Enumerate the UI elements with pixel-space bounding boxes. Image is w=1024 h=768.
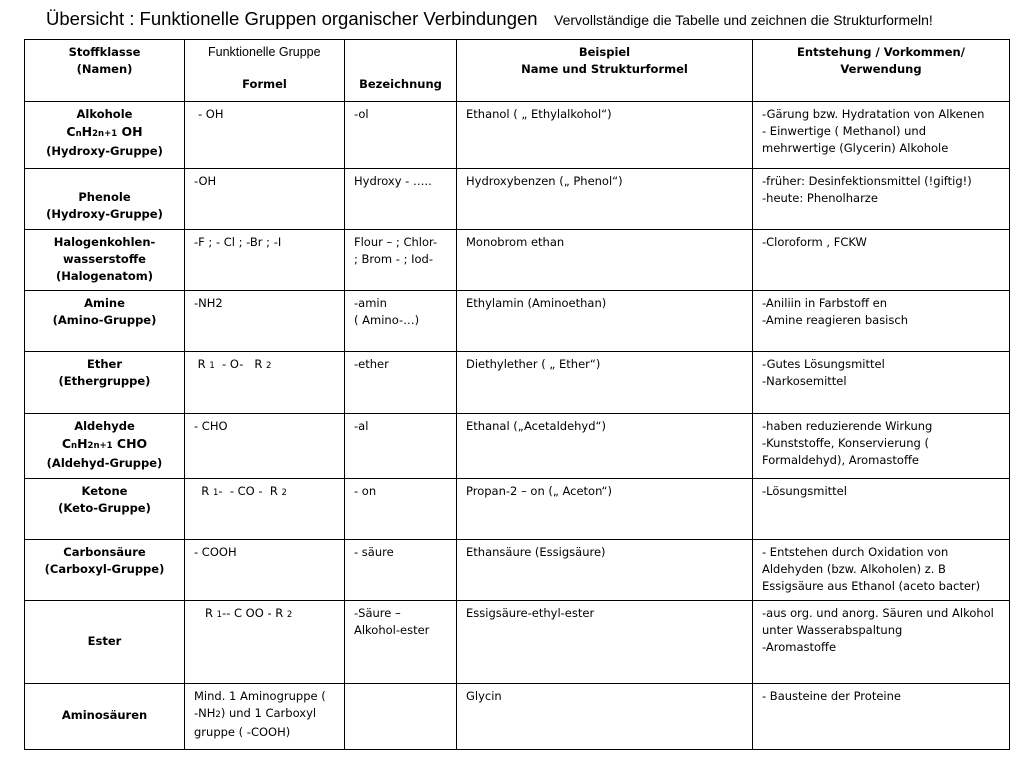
cell-beispiel: Diethylether ( „ Ether“)	[457, 352, 753, 414]
cell-beispiel: Ethanal („Acetaldehyd“)	[457, 414, 753, 479]
table-row-aldehyde	[25, 414, 1010, 479]
general-formula: CnH2n+1 OH	[66, 124, 143, 139]
table-row-aminosaeuren	[25, 684, 1010, 750]
cell-beispiel: Propan-2 – on („ Aceton“)	[457, 479, 753, 540]
cell-stoffklasse: Aminosäuren	[25, 684, 185, 750]
cell-formel: - COOH	[185, 540, 345, 601]
functional-groups-table	[24, 39, 1010, 750]
cell-formel: Mind. 1 Aminogruppe ( -NH2) und 1 Carboxyl gruppe ( -COOH)	[185, 684, 345, 750]
cell-beispiel: Ethanol ( „ Ethylalkohol“)	[457, 102, 753, 169]
cell-bezeichnung: -ether	[345, 352, 457, 414]
general-formula: CnH2n+1 CHO	[61, 436, 148, 451]
cell-stoffklasse: Phenole (Hydroxy-Gruppe)	[25, 169, 185, 230]
header-funktionelle-gruppe: Funktionelle Gruppe Formel	[185, 40, 345, 102]
page-title	[46, 8, 933, 30]
table-row-ester	[25, 601, 1010, 684]
table-row-alkohole	[25, 102, 1010, 169]
cell-bezeichnung	[345, 684, 457, 750]
cell-entstehung: -Gutes Lösungsmittel -Narkosemittel	[753, 352, 1010, 414]
cell-formel: -F ; - Cl ; -Br ; -I	[185, 230, 345, 291]
cell-beispiel: Hydroxybenzen („ Phenol“)	[457, 169, 753, 230]
cell-formel: R 1-- C OO - R 2	[185, 601, 345, 684]
cell-formel: - OH	[185, 102, 345, 169]
cell-beispiel: Glycin	[457, 684, 753, 750]
cell-formel: - CHO	[185, 414, 345, 479]
cell-formel: R 1- - CO - R 2	[185, 479, 345, 540]
cell-entstehung: -früher: Desinfektionsmittel (!giftig!) -heute: Phenolharze	[753, 169, 1010, 230]
cell-bezeichnung: -ol	[345, 102, 457, 169]
table-row-halogenkohlenwasserstoffe	[25, 230, 1010, 291]
cell-bezeichnung: - säure	[345, 540, 457, 601]
cell-entstehung: - Entstehen durch Oxidation von Aldehyden (bzw. Alkoholen) z. B Essigsäure aus Ethanol (aceto bacter)	[753, 540, 1010, 601]
title-main: Übersicht : Funktionelle Gruppen organischer Verbindungen	[46, 8, 538, 29]
header-beispiel: Beispiel Name und Strukturformel	[457, 40, 753, 102]
cell-entstehung: -haben reduzierende Wirkung -Kunststoffe, Konservierung ( Formaldehyd), Aromastoffe	[753, 414, 1010, 479]
cell-entstehung: -aus org. und anorg. Säuren und Alkohol unter Wasserabspaltung -Aromastoffe	[753, 601, 1010, 684]
header-bezeichnung: Bezeichnung	[345, 40, 457, 102]
cell-beispiel: Ethansäure (Essigsäure)	[457, 540, 753, 601]
cell-beispiel: Ethylamin (Aminoethan)	[457, 291, 753, 352]
cell-stoffklasse: Amine (Amino-Gruppe)	[25, 291, 185, 352]
cell-stoffklasse: Alkohole CnH2n+1 OH (Hydroxy-Gruppe)	[25, 102, 185, 169]
cell-bezeichnung: Flour – ; Chlor- ; Brom - ; Iod-	[345, 230, 457, 291]
cell-beispiel: Monobrom ethan	[457, 230, 753, 291]
cell-bezeichnung: -amin ( Amino-…)	[345, 291, 457, 352]
cell-entstehung: -Aniliin in Farbstoff en -Amine reagieren basisch	[753, 291, 1010, 352]
header-entstehung: Entstehung / Vorkommen/ Verwendung	[753, 40, 1010, 102]
header-stoffklasse: Stoffklasse (Namen)	[25, 40, 185, 102]
cell-entstehung: -Cloroform , FCKW	[753, 230, 1010, 291]
cell-formel: R 1 - O- R 2	[185, 352, 345, 414]
table-row-ether	[25, 352, 1010, 414]
cell-stoffklasse: Ester	[25, 601, 185, 684]
cell-formel: -OH	[185, 169, 345, 230]
table-row-amine	[25, 291, 1010, 352]
cell-bezeichnung: - on	[345, 479, 457, 540]
table-row-phenole	[25, 169, 1010, 230]
cell-stoffklasse: Ether (Ethergruppe)	[25, 352, 185, 414]
cell-stoffklasse: Aldehyde CnH2n+1 CHO (Aldehyd-Gruppe)	[25, 414, 185, 479]
cell-bezeichnung: Hydroxy - …..	[345, 169, 457, 230]
cell-stoffklasse: Ketone (Keto-Gruppe)	[25, 479, 185, 540]
cell-formel: -NH2	[185, 291, 345, 352]
cell-entstehung: -Lösungsmittel	[753, 479, 1010, 540]
cell-bezeichnung: -al	[345, 414, 457, 479]
title-instruction: Vervollständige die Tabelle und zeichnen die Strukturformeln!	[554, 12, 933, 28]
table-row-carbonsaeure	[25, 540, 1010, 601]
cell-entstehung: - Bausteine der Proteine	[753, 684, 1010, 750]
cell-stoffklasse: Carbonsäure (Carboxyl-Gruppe)	[25, 540, 185, 601]
cell-bezeichnung: -Säure – Alkohol-ester	[345, 601, 457, 684]
header-row	[25, 40, 1010, 102]
table-row-ketone	[25, 479, 1010, 540]
cell-entstehung: -Gärung bzw. Hydratation von Alkenen - Einwertige ( Methanol) und mehrwertige (Glycerin) Alkohole	[753, 102, 1010, 169]
cell-beispiel: Essigsäure-ethyl-ester	[457, 601, 753, 684]
cell-stoffklasse: Halogenkohlen- wasserstoffe (Halogenatom)	[25, 230, 185, 291]
